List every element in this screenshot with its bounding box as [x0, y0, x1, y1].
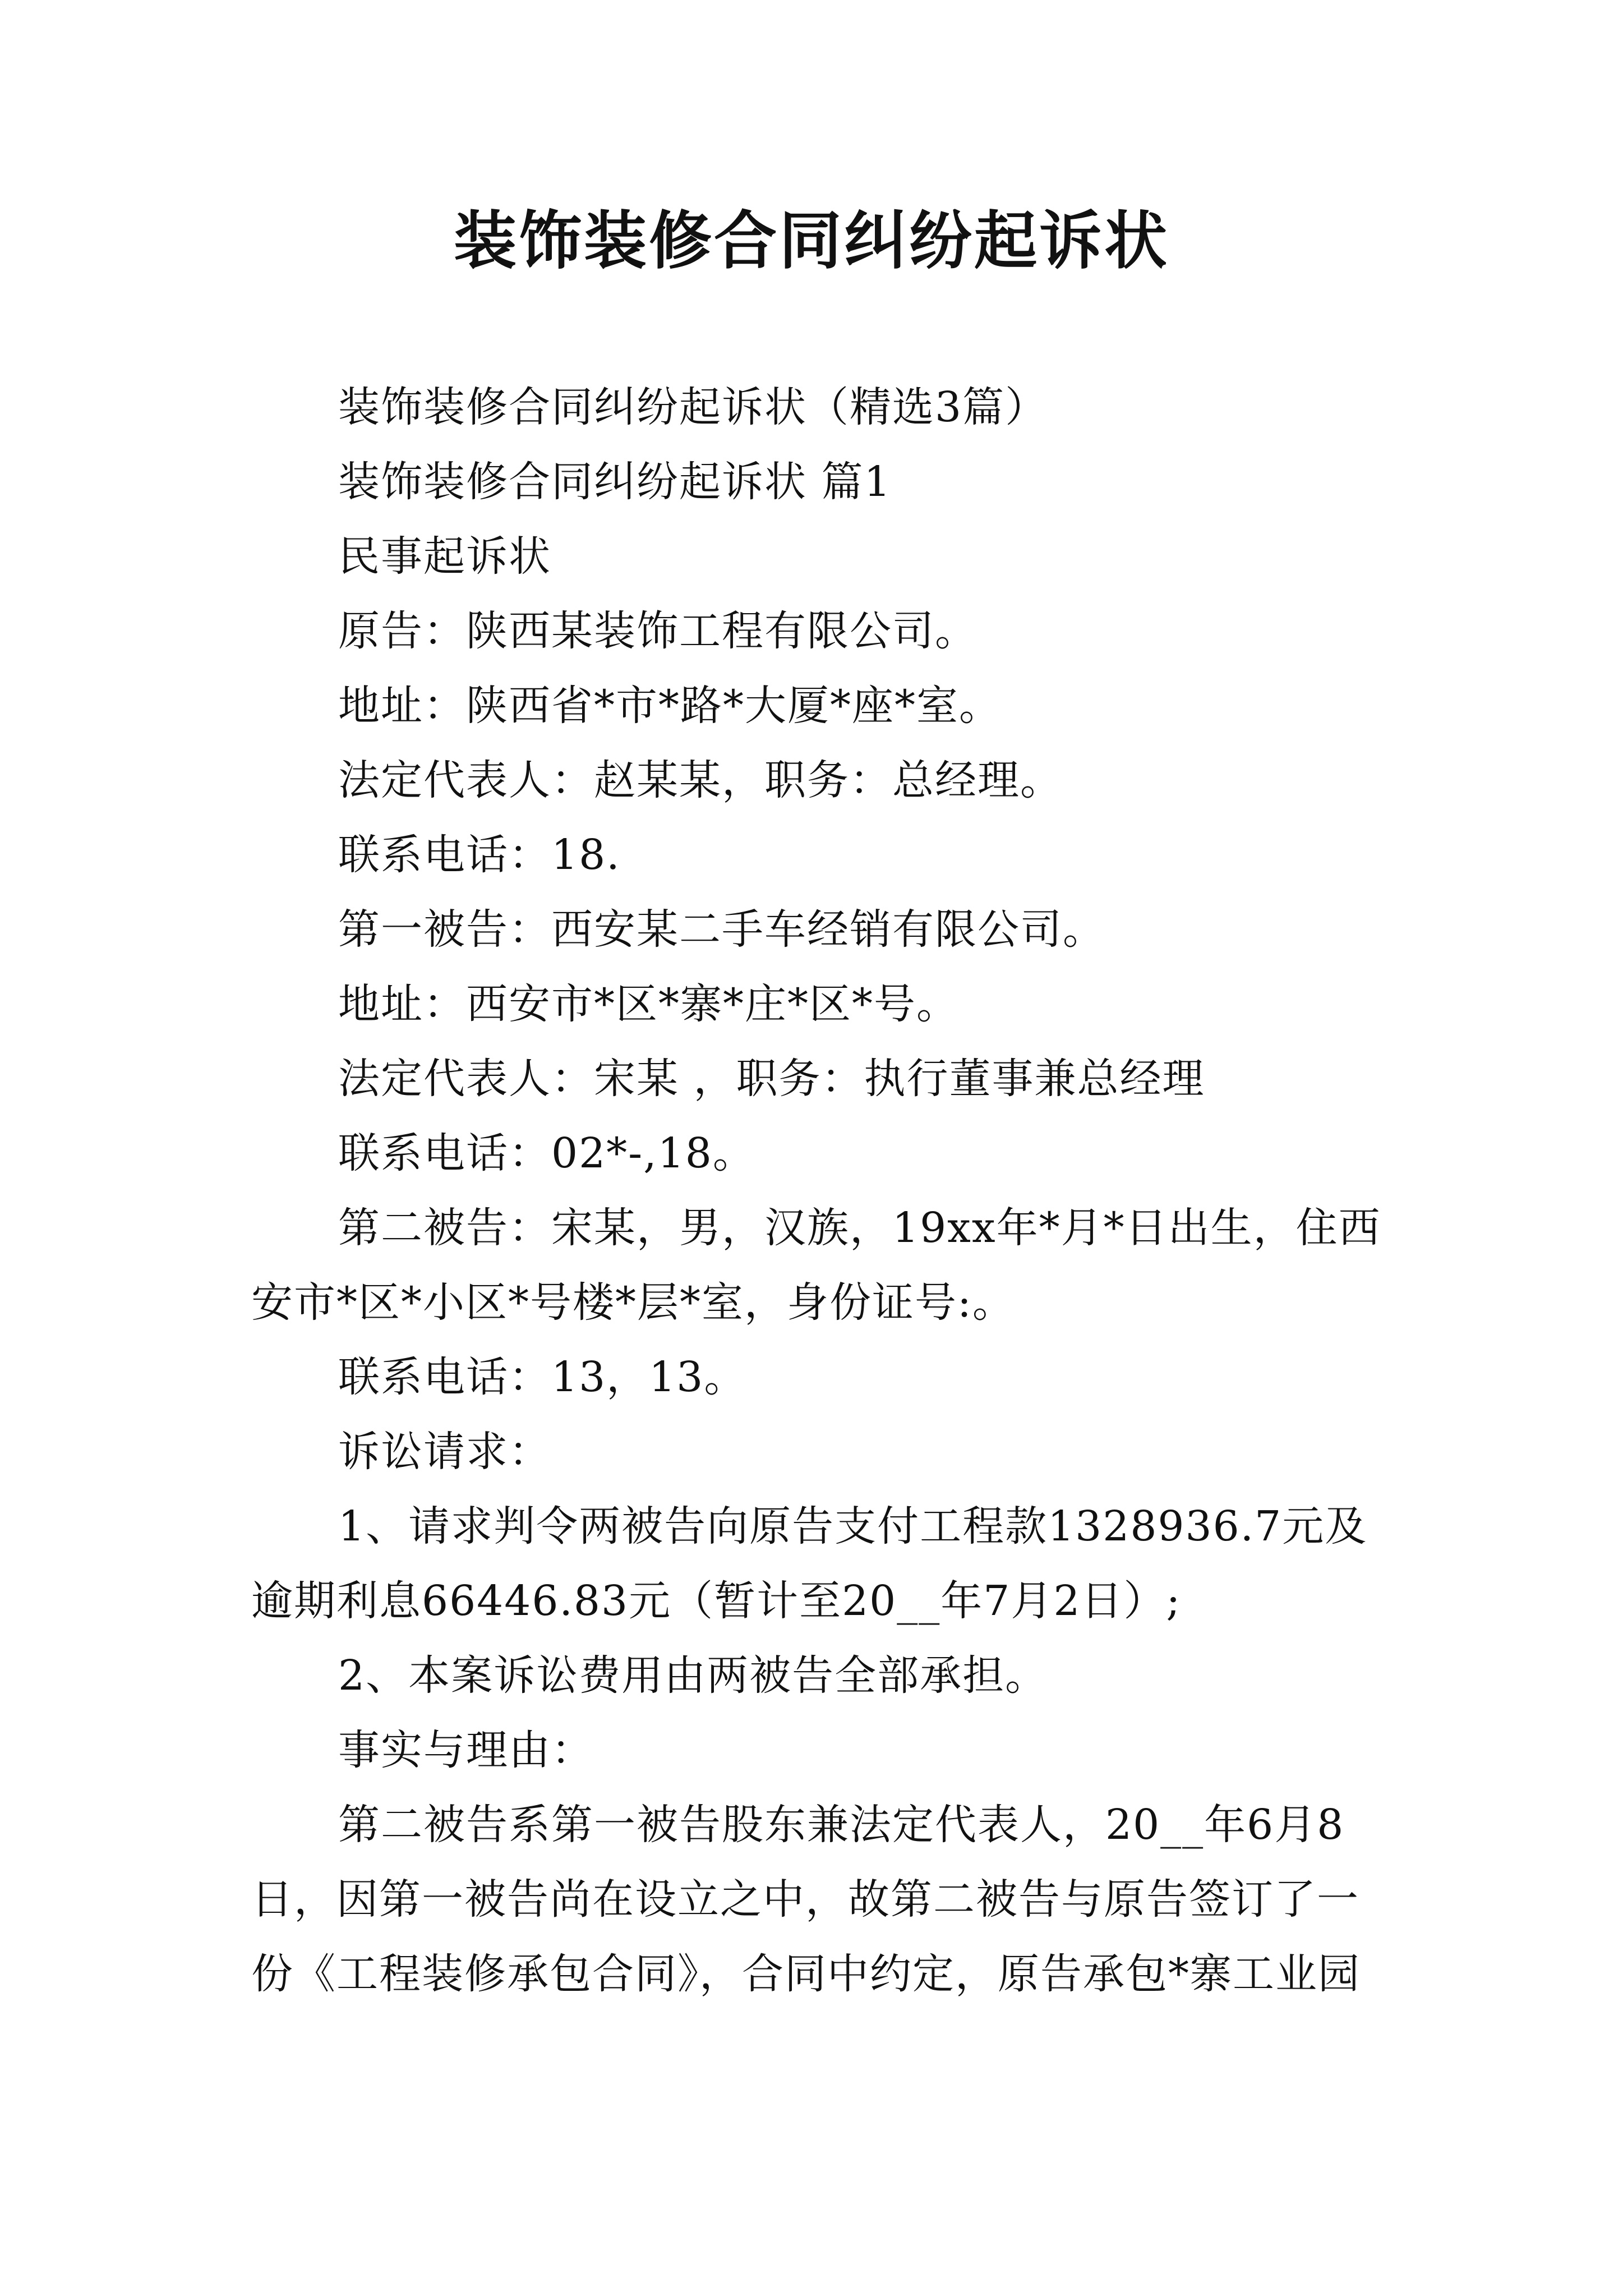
- document-title: 装饰装修合同纠纷起诉状: [454, 205, 1169, 278]
- paragraph: 法定代表人：赵某某，职务：总经理。: [338, 756, 1063, 804]
- paragraph: 法定代表人：宋某 ，职务：执行董事兼总经理: [338, 1055, 1205, 1103]
- paragraph: 装饰装修合同纠纷起诉状 篇1: [338, 458, 892, 506]
- paragraph: 联系电话：02*-,18。: [338, 1129, 755, 1177]
- paragraph: 联系电话：18.: [338, 831, 621, 879]
- paragraph: 装饰装修合同纠纷起诉状（精选3篇）: [338, 383, 1048, 431]
- paragraph: 1、请求判令两被告向原告支付工程款1328936.7元及逾期利息66446.83元（暂计至20__年7月2日）;: [251, 1502, 1368, 1625]
- paragraph: 第二被告系第一被告股东兼法定代表人，20__年6月8日，因第一被告尚在设立之中，故第二被告与原告签订了一份《工程装修承包合同》，合同中约定，原告承包*寨工业园: [251, 1801, 1361, 1998]
- paragraph: 地址：陕西省*市*路*大厦*座*室。: [338, 682, 1002, 730]
- paragraph: 诉讼请求：: [338, 1428, 551, 1476]
- paragraph: 联系电话：13，13。: [338, 1353, 747, 1401]
- paragraph: 原告：陕西某装饰工程有限公司。: [338, 607, 978, 655]
- paragraph: 第二被告：宋某，男，汉族，19xx年*月*日出生，住西安市*区*小区*号楼*层*室，身份证号:。: [251, 1204, 1381, 1327]
- paragraph: 地址：西安市*区*寨*庄*区*号。: [338, 980, 959, 1028]
- paragraph: 2、本案诉讼费用由两被告全部承担。: [338, 1651, 1048, 1700]
- paragraph: 第一被告：西安某二手车经销有限公司。: [338, 905, 1105, 954]
- paragraph: 事实与理由：: [338, 1726, 594, 1774]
- paragraph: 民事起诉状: [338, 532, 551, 581]
- document-body: [251, 370, 1383, 2012]
